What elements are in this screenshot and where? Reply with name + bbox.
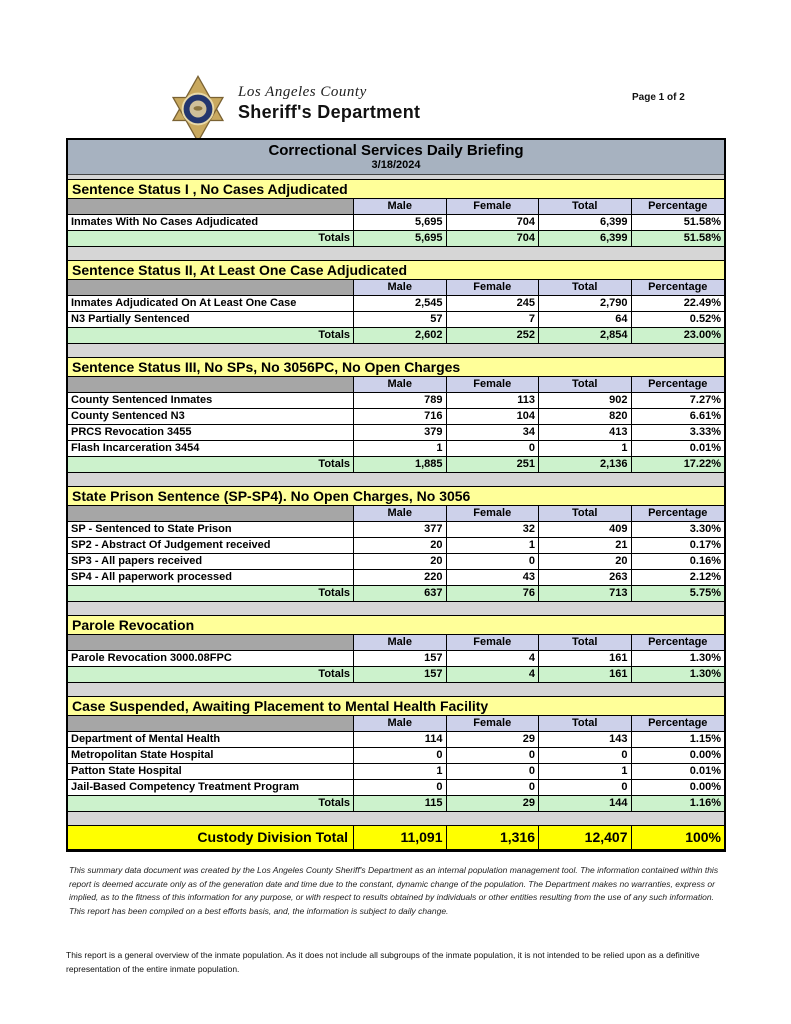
row-label: SP3 - All papers received: [68, 554, 354, 570]
cell-female: 0: [447, 764, 540, 780]
section-gap: [68, 473, 724, 486]
totals-total: 2,854: [539, 328, 632, 344]
header-label-cell: [68, 635, 354, 651]
totals-total: 713: [539, 586, 632, 602]
column-header-male: Male: [354, 506, 447, 522]
table-row: [68, 441, 724, 457]
cell-percentage: 7.27%: [632, 393, 725, 409]
cell-male: 20: [354, 538, 447, 554]
grand-total-total: 12,407: [539, 825, 632, 850]
totals-label: Totals: [68, 586, 354, 602]
cell-percentage: 1.30%: [632, 651, 725, 667]
column-header-male: Male: [354, 716, 447, 732]
column-header-row: [68, 635, 724, 651]
column-header-female: Female: [447, 635, 540, 651]
column-header-male: Male: [354, 377, 447, 393]
totals-total: 2,136: [539, 457, 632, 473]
row-label: Department of Mental Health: [68, 732, 354, 748]
cell-female: 32: [447, 522, 540, 538]
cell-percentage: 3.33%: [632, 425, 725, 441]
cell-female: 7: [447, 312, 540, 328]
table-row: [68, 538, 724, 554]
totals-label: Totals: [68, 328, 354, 344]
section-title: Sentence Status II, At Least One Case Adjudicated: [68, 260, 724, 280]
table-row: [68, 570, 724, 586]
totals-row: [68, 796, 724, 812]
totals-label: Totals: [68, 667, 354, 683]
cell-total: 20: [539, 554, 632, 570]
cell-percentage: 1.15%: [632, 732, 725, 748]
column-header-total: Total: [539, 716, 632, 732]
totals-female: 29: [447, 796, 540, 812]
row-label: Flash Incarceration 3454: [68, 441, 354, 457]
row-label: Jail-Based Competency Treatment Program: [68, 780, 354, 796]
cell-female: 4: [447, 651, 540, 667]
cell-percentage: 0.01%: [632, 441, 725, 457]
column-header-total: Total: [539, 377, 632, 393]
cell-total: 161: [539, 651, 632, 667]
totals-female: 4: [447, 667, 540, 683]
totals-female: 704: [447, 231, 540, 247]
letterhead: [166, 74, 420, 144]
totals-male: 115: [354, 796, 447, 812]
table-row: [68, 393, 724, 409]
column-header-female: Female: [447, 280, 540, 296]
totals-total: 161: [539, 667, 632, 683]
totals-percentage: 17.22%: [632, 457, 725, 473]
table-row: [68, 554, 724, 570]
cell-percentage: 0.16%: [632, 554, 725, 570]
sections-list: [68, 179, 724, 825]
grand-total-percentage: 100%: [632, 825, 725, 850]
grand-total-female: 1,316: [447, 825, 540, 850]
column-header-total: Total: [539, 506, 632, 522]
column-header-female: Female: [447, 377, 540, 393]
cell-total: 902: [539, 393, 632, 409]
column-header-female: Female: [447, 199, 540, 215]
totals-female: 252: [447, 328, 540, 344]
sheriff-star-badge-icon: [166, 74, 230, 144]
cell-female: 0: [447, 554, 540, 570]
row-label: Inmates Adjudicated On At Least One Case: [68, 296, 354, 312]
column-header-row: [68, 506, 724, 522]
row-label: Patton State Hospital: [68, 764, 354, 780]
column-header-male: Male: [354, 635, 447, 651]
report-container: [66, 138, 726, 852]
totals-total: 6,399: [539, 231, 632, 247]
grand-total-male: 11,091: [354, 825, 447, 850]
cell-male: 57: [354, 312, 447, 328]
table-row: [68, 780, 724, 796]
table-row: [68, 764, 724, 780]
totals-label: Totals: [68, 457, 354, 473]
cell-percentage: 0.52%: [632, 312, 725, 328]
cell-total: 2,790: [539, 296, 632, 312]
agency-name: [238, 84, 420, 123]
column-header-total: Total: [539, 199, 632, 215]
row-label: SP - Sentenced to State Prison: [68, 522, 354, 538]
cell-total: 143: [539, 732, 632, 748]
cell-male: 716: [354, 409, 447, 425]
totals-row: [68, 231, 724, 247]
cell-male: 1: [354, 441, 447, 457]
cell-female: 245: [447, 296, 540, 312]
cell-total: 263: [539, 570, 632, 586]
cell-male: 157: [354, 651, 447, 667]
cell-total: 64: [539, 312, 632, 328]
cell-percentage: 2.12%: [632, 570, 725, 586]
row-label: Parole Revocation 3000.08FPC: [68, 651, 354, 667]
totals-label: Totals: [68, 796, 354, 812]
totals-total: 144: [539, 796, 632, 812]
cell-male: 379: [354, 425, 447, 441]
section-gap: [68, 247, 724, 260]
cell-male: 5,695: [354, 215, 447, 231]
overview-paragraph: This report is a general overview of the inmate population. As it does not include all subgroups of the inmate population, it is not intended to be relied upon as a definitive representation of the entire inmate population.: [66, 950, 700, 975]
cell-total: 0: [539, 780, 632, 796]
cell-female: 0: [447, 748, 540, 764]
row-label: PRCS Revocation 3455: [68, 425, 354, 441]
cell-total: 1: [539, 441, 632, 457]
cell-female: 113: [447, 393, 540, 409]
row-label: County Sentenced N3: [68, 409, 354, 425]
row-label: County Sentenced Inmates: [68, 393, 354, 409]
cell-total: 820: [539, 409, 632, 425]
totals-percentage: 51.58%: [632, 231, 725, 247]
header-label-cell: [68, 716, 354, 732]
totals-male: 157: [354, 667, 447, 683]
totals-row: [68, 667, 724, 683]
totals-percentage: 23.00%: [632, 328, 725, 344]
custody-division-total-row: [68, 825, 724, 850]
totals-percentage: 5.75%: [632, 586, 725, 602]
section-gap: [68, 344, 724, 357]
column-header-percentage: Percentage: [632, 199, 725, 215]
cell-male: 114: [354, 732, 447, 748]
disclaimer-paragraph: This summary data document was created by the Los Angeles County Sheriff's Department as an internal population management tool. The information contained within this report is deemed accurate only as of the generation date and time due to the constant, dynamic change of the population. The Department makes no warranties, express or implied, as to the fitness of this information for any purpose, or with respect to results obtained by individuals or other entities resulting from the use of any such information. This report has been compiled on a best efforts basis, and, the information is subject to daily change.: [69, 865, 719, 916]
report-title-bar: [68, 140, 724, 175]
header-label-cell: [68, 506, 354, 522]
cell-total: 21: [539, 538, 632, 554]
section-title: Sentence Status III, No SPs, No 3056PC, No Open Charges: [68, 357, 724, 377]
cell-percentage: 22.49%: [632, 296, 725, 312]
totals-row: [68, 328, 724, 344]
agency-dept-line: Sheriff's Department: [238, 102, 421, 122]
row-label: SP4 - All paperwork processed: [68, 570, 354, 586]
cell-female: 0: [447, 780, 540, 796]
header-label-cell: [68, 377, 354, 393]
column-header-male: Male: [354, 280, 447, 296]
cell-male: 377: [354, 522, 447, 538]
header-label-cell: [68, 280, 354, 296]
column-header-female: Female: [447, 506, 540, 522]
table-row: [68, 522, 724, 538]
cell-total: 0: [539, 748, 632, 764]
section-title: Parole Revocation: [68, 615, 724, 635]
totals-male: 637: [354, 586, 447, 602]
column-header-percentage: Percentage: [632, 635, 725, 651]
cell-female: 43: [447, 570, 540, 586]
section-gap: [68, 812, 724, 825]
table-row: [68, 732, 724, 748]
cell-female: 29: [447, 732, 540, 748]
totals-row: [68, 586, 724, 602]
totals-percentage: 1.16%: [632, 796, 725, 812]
cell-percentage: 51.58%: [632, 215, 725, 231]
column-header-male: Male: [354, 199, 447, 215]
cell-female: 104: [447, 409, 540, 425]
table-row: [68, 312, 724, 328]
table-row: [68, 748, 724, 764]
column-header-percentage: Percentage: [632, 506, 725, 522]
column-header-total: Total: [539, 635, 632, 651]
report-date: 3/18/2024: [371, 159, 421, 171]
page-number: Page 1 of 2: [632, 92, 685, 103]
cell-male: 0: [354, 780, 447, 796]
row-label: N3 Partially Sentenced: [68, 312, 354, 328]
column-header-total: Total: [539, 280, 632, 296]
cell-percentage: 6.61%: [632, 409, 725, 425]
cell-percentage: 3.30%: [632, 522, 725, 538]
cell-male: 2,545: [354, 296, 447, 312]
totals-label: Totals: [68, 231, 354, 247]
row-label: Metropolitan State Hospital: [68, 748, 354, 764]
cell-total: 1: [539, 764, 632, 780]
cell-male: 1: [354, 764, 447, 780]
cell-total: 409: [539, 522, 632, 538]
section-title: Case Suspended, Awaiting Placement to Mental Health Facility: [68, 696, 724, 716]
table-row: [68, 651, 724, 667]
totals-male: 1,885: [354, 457, 447, 473]
section-title: Sentence Status I , No Cases Adjudicated: [68, 179, 724, 199]
report-title: Correctional Services Daily Briefing: [268, 142, 524, 159]
cell-total: 413: [539, 425, 632, 441]
column-header-row: [68, 280, 724, 296]
table-row: [68, 425, 724, 441]
column-header-row: [68, 199, 724, 215]
agency-county-line: Los Angeles County: [238, 84, 367, 100]
cell-percentage: 0.01%: [632, 764, 725, 780]
totals-percentage: 1.30%: [632, 667, 725, 683]
totals-female: 76: [447, 586, 540, 602]
cell-female: 704: [447, 215, 540, 231]
cell-male: 20: [354, 554, 447, 570]
cell-percentage: 0.00%: [632, 748, 725, 764]
column-header-percentage: Percentage: [632, 377, 725, 393]
section-gap: [68, 683, 724, 696]
table-row: [68, 215, 724, 231]
cell-male: 220: [354, 570, 447, 586]
cell-female: 34: [447, 425, 540, 441]
table-row: [68, 409, 724, 425]
cell-male: 789: [354, 393, 447, 409]
row-label: Inmates With No Cases Adjudicated: [68, 215, 354, 231]
totals-male: 5,695: [354, 231, 447, 247]
cell-percentage: 0.00%: [632, 780, 725, 796]
totals-male: 2,602: [354, 328, 447, 344]
cell-total: 6,399: [539, 215, 632, 231]
row-label: SP2 - Abstract Of Judgement received: [68, 538, 354, 554]
cell-male: 0: [354, 748, 447, 764]
totals-row: [68, 457, 724, 473]
column-header-row: [68, 716, 724, 732]
totals-female: 251: [447, 457, 540, 473]
cell-female: 1: [447, 538, 540, 554]
column-header-row: [68, 377, 724, 393]
cell-female: 0: [447, 441, 540, 457]
cell-percentage: 0.17%: [632, 538, 725, 554]
header-label-cell: [68, 199, 354, 215]
section-title: State Prison Sentence (SP-SP4). No Open Charges, No 3056: [68, 486, 724, 506]
table-row: [68, 296, 724, 312]
column-header-percentage: Percentage: [632, 716, 725, 732]
column-header-female: Female: [447, 716, 540, 732]
column-header-percentage: Percentage: [632, 280, 725, 296]
grand-total-label: Custody Division Total: [68, 825, 354, 850]
section-gap: [68, 602, 724, 615]
